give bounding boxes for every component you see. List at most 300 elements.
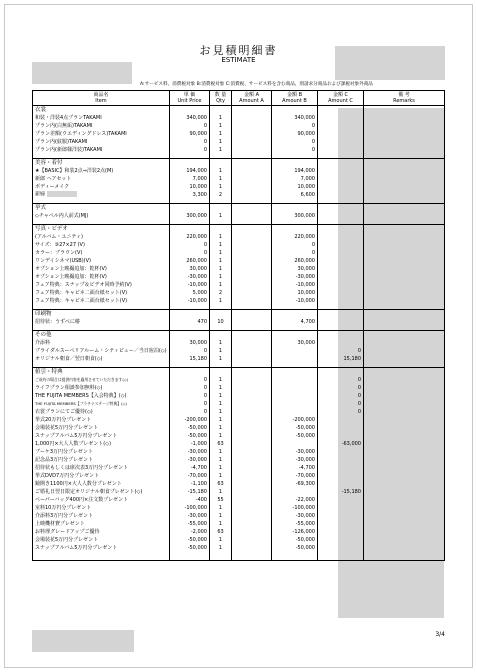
- amount-b-cell: [272, 384, 318, 392]
- empty-cell: [232, 331, 272, 340]
- table-row: [33, 416, 445, 424]
- table-row: [33, 233, 445, 241]
- amount-b-cell: 0: [272, 249, 318, 257]
- amount-a-cell: [232, 416, 272, 424]
- empty-cell: [210, 331, 232, 340]
- item-name-text: 室料10万円分プレゼント: [35, 504, 92, 511]
- qty-cell: 1: [210, 212, 232, 220]
- empty-cell: [318, 310, 364, 319]
- amount-a-cell: [232, 257, 272, 265]
- unit-price-cell: 10,000: [170, 183, 210, 191]
- item-name-text: お料理グレードアップご優待: [35, 528, 100, 535]
- unit-price-cell: -1,000: [170, 440, 210, 448]
- spacer-cell: [232, 552, 272, 561]
- amount-c-cell: [318, 233, 364, 241]
- item-name-cell: [33, 408, 170, 416]
- table-row: [33, 175, 445, 183]
- item-name-cell: [33, 281, 170, 289]
- remarks-cell: [364, 408, 445, 416]
- qty-cell: 1: [210, 122, 232, 130]
- amount-c-cell: [318, 249, 364, 257]
- amount-a-cell: [232, 432, 272, 440]
- item-name-text: ペーパーバッグ400円×注文数プレゼント: [35, 496, 129, 503]
- amount-a-cell: [232, 183, 272, 191]
- item-name-text: 挙式DVD7万円分プレゼント: [35, 472, 100, 479]
- table-row: [33, 448, 445, 456]
- col-header-qty: 数 量 Qty: [210, 91, 232, 106]
- table-row: [33, 536, 445, 544]
- amount-a-cell: [232, 504, 272, 512]
- amount-a-cell: [232, 122, 272, 130]
- amount-b-cell: -10,000: [272, 281, 318, 289]
- section-title: 美容・着付: [33, 159, 170, 168]
- section-title: 値引・特典: [33, 368, 170, 377]
- remarks-cell: [364, 536, 445, 544]
- table-row: [33, 432, 445, 440]
- unit-price-cell: 0: [170, 138, 210, 146]
- item-name-cell: [33, 440, 170, 448]
- amount-a-cell: [232, 233, 272, 241]
- amount-b-cell: 30,000: [272, 265, 318, 273]
- amount-c-cell: [318, 496, 364, 504]
- amount-b-cell: -30,000: [272, 273, 318, 281]
- amount-b-cell: -50,000: [272, 536, 318, 544]
- unit-price-cell: 300,000: [170, 212, 210, 220]
- unit-price-cell: 0: [170, 146, 210, 154]
- qty-cell: 1: [210, 504, 232, 512]
- tax-legend-note: A:サービス料、消費税対象 B:消費税対象 C:消費税、サービス料を含む商品、別請求分商品および課税対象外商品: [140, 82, 373, 87]
- amount-c-cell: [318, 432, 364, 440]
- item-name-text: プラン差額(ウエディングドレス)TAKAMI: [35, 130, 127, 137]
- unit-price-cell: -100,000: [170, 504, 210, 512]
- amount-c-cell: 0: [318, 376, 364, 384]
- table-row: [33, 520, 445, 528]
- amount-a-cell: [232, 175, 272, 183]
- item-name-text: 招待状：うずべに椿: [35, 318, 80, 325]
- item-name-text: 鏡開き1100円×大人人数分プレゼント: [35, 480, 122, 487]
- qty-cell: 2: [210, 289, 232, 297]
- qty-cell: 1: [210, 130, 232, 138]
- amount-c-cell: [318, 167, 364, 175]
- amount-a-cell: [232, 265, 272, 273]
- amount-a-cell: [232, 249, 272, 257]
- item-name-text: 新郎 ヘアセット: [35, 175, 72, 182]
- empty-cell: [318, 225, 364, 234]
- amount-a-cell: [232, 472, 272, 480]
- amount-c-cell: [318, 520, 364, 528]
- table-row: [33, 376, 445, 384]
- item-name-text: プラン内(紋服)TAKAMI: [35, 138, 88, 145]
- amount-a-cell: [232, 456, 272, 464]
- unit-price-cell: 7,000: [170, 175, 210, 183]
- amount-b-cell: 7,000: [272, 175, 318, 183]
- empty-cell: [232, 225, 272, 234]
- amount-a-cell: [232, 384, 272, 392]
- amount-a-cell: [232, 392, 272, 400]
- empty-cell: [232, 310, 272, 319]
- remarks-cell: [364, 233, 445, 241]
- amount-a-cell: [232, 347, 272, 355]
- unit-price-cell: 470: [170, 318, 210, 326]
- unit-price-cell: 90,000: [170, 130, 210, 138]
- amount-a-cell: [232, 289, 272, 297]
- item-name-cell: [33, 400, 170, 408]
- unit-price-cell: -30,000: [170, 456, 210, 464]
- qty-cell: 1: [210, 512, 232, 520]
- remarks-cell: [364, 138, 445, 146]
- qty-cell: 1: [210, 281, 232, 289]
- table-row: [33, 488, 445, 496]
- item-name-cell: [33, 233, 170, 241]
- unit-price-cell: -55,000: [170, 520, 210, 528]
- item-name-text: 挙式20万円分プレゼント: [35, 416, 92, 423]
- empty-cell: [272, 106, 318, 115]
- item-name-cell: [33, 355, 170, 363]
- amount-b-cell: 0: [272, 241, 318, 249]
- amount-b-cell: -50,000: [272, 544, 318, 552]
- section-header-row: [33, 204, 445, 213]
- amount-a-cell: [232, 480, 272, 488]
- remarks-cell: [364, 355, 445, 363]
- amount-b-cell: -30,000: [272, 456, 318, 464]
- empty-cell: [272, 225, 318, 234]
- table-row: [33, 480, 445, 488]
- qty-cell: 1: [210, 416, 232, 424]
- table-row: [33, 146, 445, 154]
- remarks-cell: [364, 167, 445, 175]
- table-header-row: [33, 91, 445, 106]
- table-row: [33, 440, 445, 448]
- empty-cell: [232, 159, 272, 168]
- amount-c-cell: [318, 183, 364, 191]
- table-row: [33, 114, 445, 122]
- amount-a-cell: [232, 167, 272, 175]
- amount-b-cell: -200,000: [272, 416, 318, 424]
- empty-cell: [210, 310, 232, 319]
- item-name-text: 会場装花5万円分プレゼント: [35, 536, 98, 543]
- amount-c-cell: [318, 289, 364, 297]
- spacer-cell: [364, 552, 445, 561]
- amount-c-cell: [318, 528, 364, 536]
- item-name-cell: [33, 448, 170, 456]
- empty-cell: [170, 225, 210, 234]
- qty-cell: 1: [210, 175, 232, 183]
- qty-cell: 1: [210, 273, 232, 281]
- remarks-cell: [364, 544, 445, 552]
- col-header-unit-price: 単 価 Unit Price: [170, 91, 210, 106]
- empty-cell: [318, 106, 364, 115]
- col-header-item: 商品名 Item: [33, 91, 170, 106]
- item-name-cell: [33, 416, 170, 424]
- amount-c-cell: [318, 544, 364, 552]
- qty-cell: 1: [210, 464, 232, 472]
- empty-cell: [232, 368, 272, 377]
- amount-c-cell: [318, 191, 364, 199]
- remarks-cell: [364, 400, 445, 408]
- estimate-body: [33, 106, 445, 561]
- unit-price-cell: 194,000: [170, 167, 210, 175]
- amount-b-cell: -50,000: [272, 424, 318, 432]
- table-row: [33, 138, 445, 146]
- item-name-cell: [33, 544, 170, 552]
- amount-b-cell: -10,000: [272, 297, 318, 305]
- remarks-cell: [364, 175, 445, 183]
- remarks-cell: [364, 496, 445, 504]
- qty-cell: 1: [210, 392, 232, 400]
- amount-b-cell: [272, 400, 318, 408]
- empty-cell: [272, 368, 318, 377]
- table-row: [33, 130, 445, 138]
- amount-b-cell: 300,000: [272, 212, 318, 220]
- item-name-cell: [33, 249, 170, 257]
- item-name-text: THE FUJITA MEMBERS【入会特典】(◇): [35, 392, 127, 399]
- qty-cell: 1: [210, 400, 232, 408]
- qty-cell: 1: [210, 408, 232, 416]
- empty-cell: [210, 204, 232, 213]
- document-subtitle: ESTIMATE: [221, 56, 256, 64]
- empty-cell: [170, 204, 210, 213]
- item-name-text: ★【BASIC】和装2点⇒洋装2点(M): [35, 167, 114, 174]
- amount-b-cell: -55,000: [272, 520, 318, 528]
- amount-b-cell: 0: [272, 138, 318, 146]
- amount-b-cell: 30,000: [272, 339, 318, 347]
- amount-a-cell: [232, 408, 272, 416]
- amount-b-cell: -70,000: [272, 472, 318, 480]
- item-name-text: ブーケ3万円分プレゼント: [35, 448, 93, 455]
- table-row: [33, 408, 445, 416]
- item-name-text: フェア特典：キャビネ二面台紙セット(V): [35, 297, 128, 304]
- item-name-cell: [33, 384, 170, 392]
- item-name-text: 新婦: [35, 191, 46, 198]
- amount-c-cell: [318, 536, 364, 544]
- empty-cell: [318, 331, 364, 340]
- table-row: [33, 528, 445, 536]
- redacted-recipient-block: [32, 62, 132, 84]
- col-header-remarks: 備 考 Remarks: [364, 91, 445, 106]
- empty-cell: [210, 368, 232, 377]
- amount-b-cell: -126,000: [272, 528, 318, 536]
- remarks-cell: [364, 347, 445, 355]
- unit-price-cell: 0: [170, 408, 210, 416]
- item-name-cell: [33, 432, 170, 440]
- section-header-row: [33, 310, 445, 319]
- item-name-text: カラー：ブラウン(V): [35, 249, 83, 256]
- item-name-cell: [33, 289, 170, 297]
- unit-price-cell: -400: [170, 496, 210, 504]
- amount-a-cell: [232, 376, 272, 384]
- amount-c-cell: [318, 297, 364, 305]
- table-row: [33, 456, 445, 464]
- remarks-cell: [364, 504, 445, 512]
- qty-cell: 1: [210, 146, 232, 154]
- amount-b-cell: -4,700: [272, 464, 318, 472]
- empty-cell: [170, 106, 210, 115]
- item-name-cell: [33, 339, 170, 347]
- unit-price-cell: -4,700: [170, 464, 210, 472]
- remarks-cell: [364, 432, 445, 440]
- remarks-cell: [364, 289, 445, 297]
- unit-price-cell: 0: [170, 122, 210, 130]
- remarks-cell: [364, 122, 445, 130]
- item-name-cell: [33, 257, 170, 265]
- empty-cell: [272, 204, 318, 213]
- qty-cell: 1: [210, 183, 232, 191]
- remarks-cell: [364, 114, 445, 122]
- amount-c-cell: [318, 146, 364, 154]
- section-title: 衣裳: [33, 106, 170, 115]
- remarks-cell: [364, 376, 445, 384]
- amount-b-cell: -22,000: [272, 496, 318, 504]
- item-name-cell: [33, 273, 170, 281]
- amount-a-cell: [232, 544, 272, 552]
- qty-cell: 1: [210, 520, 232, 528]
- amount-a-cell: [232, 138, 272, 146]
- redacted-footer-block: [32, 630, 134, 652]
- amount-c-cell: [318, 416, 364, 424]
- amount-c-cell: 0: [318, 392, 364, 400]
- amount-a-cell: [232, 424, 272, 432]
- unit-price-cell: -2,000: [170, 528, 210, 536]
- unit-price-cell: -15,180: [170, 488, 210, 496]
- unit-price-cell: 30,000: [170, 265, 210, 273]
- item-name-cell: [33, 183, 170, 191]
- remarks-cell: [364, 440, 445, 448]
- item-name-text: THE FUJITA MEMBERS【プラチナステージ特典】(◇): [35, 401, 127, 406]
- col-header-amount-b: 金額 B Amount B: [272, 91, 318, 106]
- unit-price-cell: 5,000: [170, 289, 210, 297]
- amount-b-cell: [272, 392, 318, 400]
- amount-b-cell: -69,300: [272, 480, 318, 488]
- empty-cell: [272, 331, 318, 340]
- empty-cell: [364, 331, 445, 340]
- empty-cell: [364, 368, 445, 377]
- empty-cell: [210, 106, 232, 115]
- amount-b-cell: [272, 347, 318, 355]
- qty-cell: 1: [210, 347, 232, 355]
- amount-c-cell: [318, 339, 364, 347]
- table-row: [33, 472, 445, 480]
- item-name-cell: [33, 488, 170, 496]
- amount-c-cell: 0: [318, 347, 364, 355]
- unit-price-cell: 0: [170, 400, 210, 408]
- table-row: [33, 464, 445, 472]
- remarks-cell: [364, 281, 445, 289]
- table-row: [33, 512, 445, 520]
- remarks-cell: [364, 528, 445, 536]
- table-row: [33, 265, 445, 273]
- remarks-cell: [364, 339, 445, 347]
- amount-a-cell: [232, 488, 272, 496]
- amount-a-cell: [232, 297, 272, 305]
- section-header-row: [33, 106, 445, 115]
- item-name-text: 記念品3万円分プレゼント: [35, 456, 93, 463]
- empty-cell: [272, 310, 318, 319]
- empty-cell: [210, 159, 232, 168]
- item-name-cell: [33, 512, 170, 520]
- item-name-text: ワンデイシネマ(USB)(V): [35, 257, 91, 264]
- remarks-cell: [364, 241, 445, 249]
- qty-cell: 1: [210, 167, 232, 175]
- amount-b-cell: 340,000: [272, 114, 318, 122]
- amount-c-cell: [318, 212, 364, 220]
- table-row: [33, 249, 445, 257]
- col-header-amount-c: 金額 C Amount C: [318, 91, 364, 106]
- item-name-cell: [33, 424, 170, 432]
- amount-c-cell: 0: [318, 384, 364, 392]
- remarks-cell: [364, 480, 445, 488]
- item-name-cell: [33, 536, 170, 544]
- item-name-cell: [33, 456, 170, 464]
- redacted-issuer-block: [335, 46, 445, 80]
- amount-c-cell: [318, 241, 364, 249]
- amount-a-cell: [232, 448, 272, 456]
- amount-b-cell: [272, 376, 318, 384]
- table-row: [33, 496, 445, 504]
- empty-cell: [170, 159, 210, 168]
- unit-price-cell: -70,000: [170, 472, 210, 480]
- amount-b-cell: 10,000: [272, 289, 318, 297]
- amount-b-cell: [272, 408, 318, 416]
- amount-b-cell: [272, 355, 318, 363]
- item-name-text: 会場装花5万円分プレゼント: [35, 424, 98, 431]
- section-header-row: [33, 368, 445, 377]
- item-name-text: スナップアルバム5万円分プレゼント: [35, 432, 118, 439]
- remarks-cell: [364, 130, 445, 138]
- item-name-cell: [33, 297, 170, 305]
- amount-b-cell: 6,600: [272, 191, 318, 199]
- qty-cell: 1: [210, 355, 232, 363]
- amount-a-cell: [232, 273, 272, 281]
- amount-c-cell: [318, 122, 364, 130]
- unit-price-cell: 260,000: [170, 257, 210, 265]
- amount-a-cell: [232, 536, 272, 544]
- empty-cell: [210, 225, 232, 234]
- remarks-cell: [364, 318, 445, 326]
- amount-a-cell: [232, 146, 272, 154]
- qty-cell: 1: [210, 297, 232, 305]
- item-name-cell: [33, 138, 170, 146]
- amount-a-cell: [232, 339, 272, 347]
- empty-cell: [318, 159, 364, 168]
- section-header-row: [33, 225, 445, 234]
- item-name-text: 上映機材費プレゼント: [35, 520, 85, 527]
- amount-c-cell: [318, 318, 364, 326]
- empty-cell: [170, 368, 210, 377]
- unit-price-cell: -200,000: [170, 416, 210, 424]
- amount-b-cell: [272, 488, 318, 496]
- amount-b-cell: -50,000: [272, 432, 318, 440]
- amount-c-cell: -15,180: [318, 488, 364, 496]
- item-name-text: 介添料3万円分プレゼント: [35, 512, 93, 519]
- item-name-text: スナップアルバム5万円分プレゼント: [35, 544, 118, 551]
- remarks-cell: [364, 257, 445, 265]
- amount-c-cell: [318, 448, 364, 456]
- qty-cell: 1: [210, 339, 232, 347]
- unit-price-cell: 340,000: [170, 114, 210, 122]
- amount-a-cell: [232, 520, 272, 528]
- table-row: [33, 191, 445, 199]
- amount-a-cell: [232, 191, 272, 199]
- amount-c-cell: [318, 273, 364, 281]
- qty-cell: 1: [210, 384, 232, 392]
- remarks-cell: [364, 265, 445, 273]
- qty-cell: 1: [210, 233, 232, 241]
- qty-cell: 1: [210, 448, 232, 456]
- amount-b-cell: 0: [272, 122, 318, 130]
- unit-price-cell: 3,300: [170, 191, 210, 199]
- item-name-cell: [33, 347, 170, 355]
- item-name-text: オプション上映撮追加：乾杯(V): [35, 265, 107, 272]
